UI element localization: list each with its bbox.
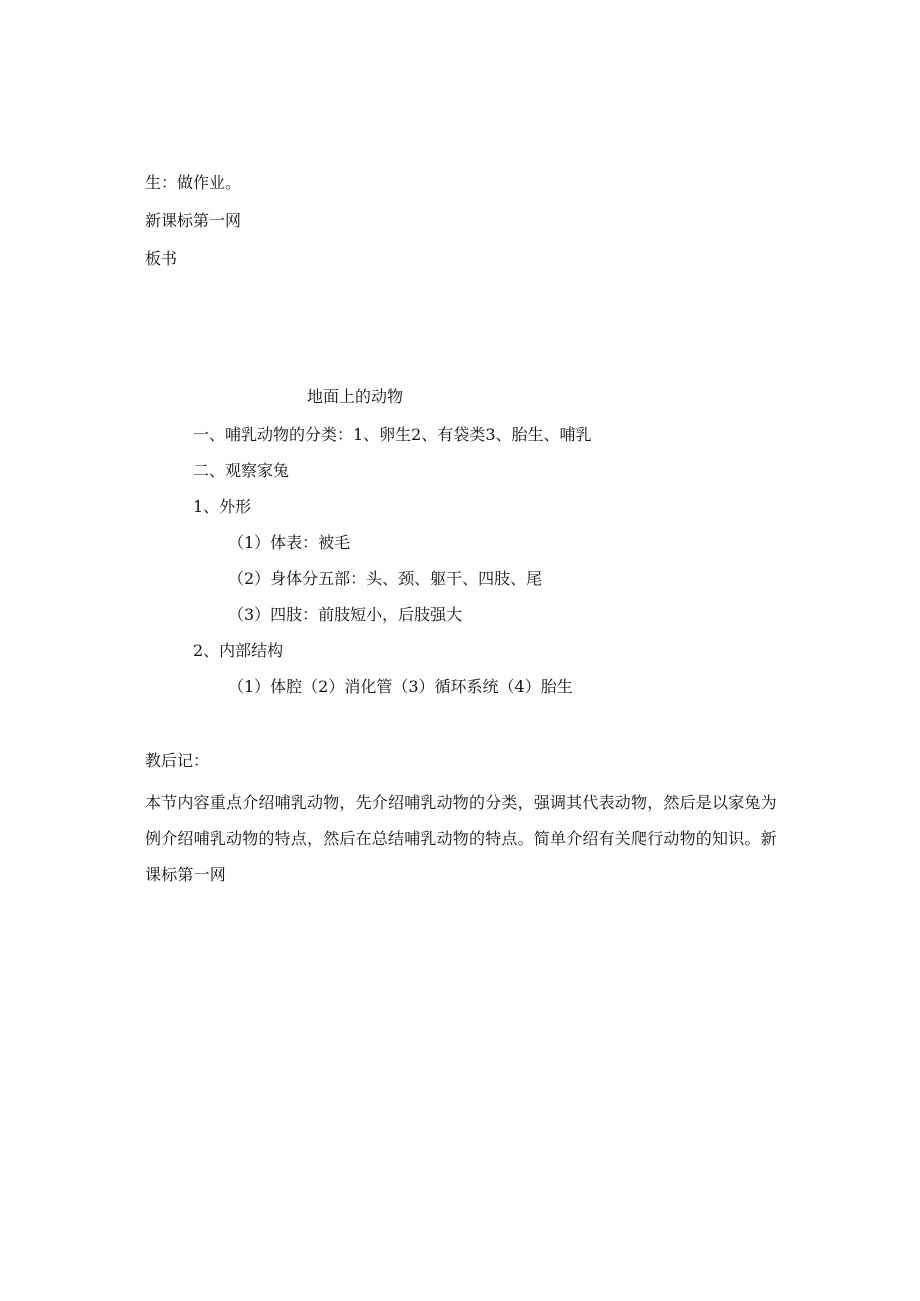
appearance-point-1: （1）体表：被毛 bbox=[228, 533, 351, 552]
blackboard-heading: 板书 bbox=[145, 249, 178, 268]
board-item-observe-rabbit: 二、观察家兔 bbox=[193, 461, 290, 480]
board-sub-internal-structure: 2、内部结构 bbox=[193, 641, 284, 660]
internal-structure-points: （1）体腔（2）消化管（3）循环系统（4）胎生 bbox=[228, 677, 573, 696]
watermark-line: 新课标第一网 bbox=[145, 211, 242, 230]
board-sub-appearance: 1、外形 bbox=[193, 497, 252, 516]
appearance-point-3: （3）四肢：前肢短小，后肢强大 bbox=[228, 605, 463, 624]
appearance-point-2: （2）身体分五部：头、颈、躯干、四肢、尾 bbox=[228, 569, 543, 588]
afterword-heading: 教后记： bbox=[145, 751, 210, 770]
board-title: 地面上的动物 bbox=[307, 387, 404, 406]
student-homework-line: 生：做作业。 bbox=[145, 173, 242, 192]
afterword-text: 本节内容重点介绍哺乳动物，先介绍哺乳动物的分类，强调其代表动物，然后是以家兔为例介绍哺乳动物的特点，然后在总结哺乳动物的特点。简单介绍有关爬行动物的知识。新课标第一网 bbox=[145, 793, 777, 884]
board-item-classification: 一、哺乳动物的分类：1、卵生2、有袋类3、胎生、哺乳 bbox=[193, 425, 592, 444]
